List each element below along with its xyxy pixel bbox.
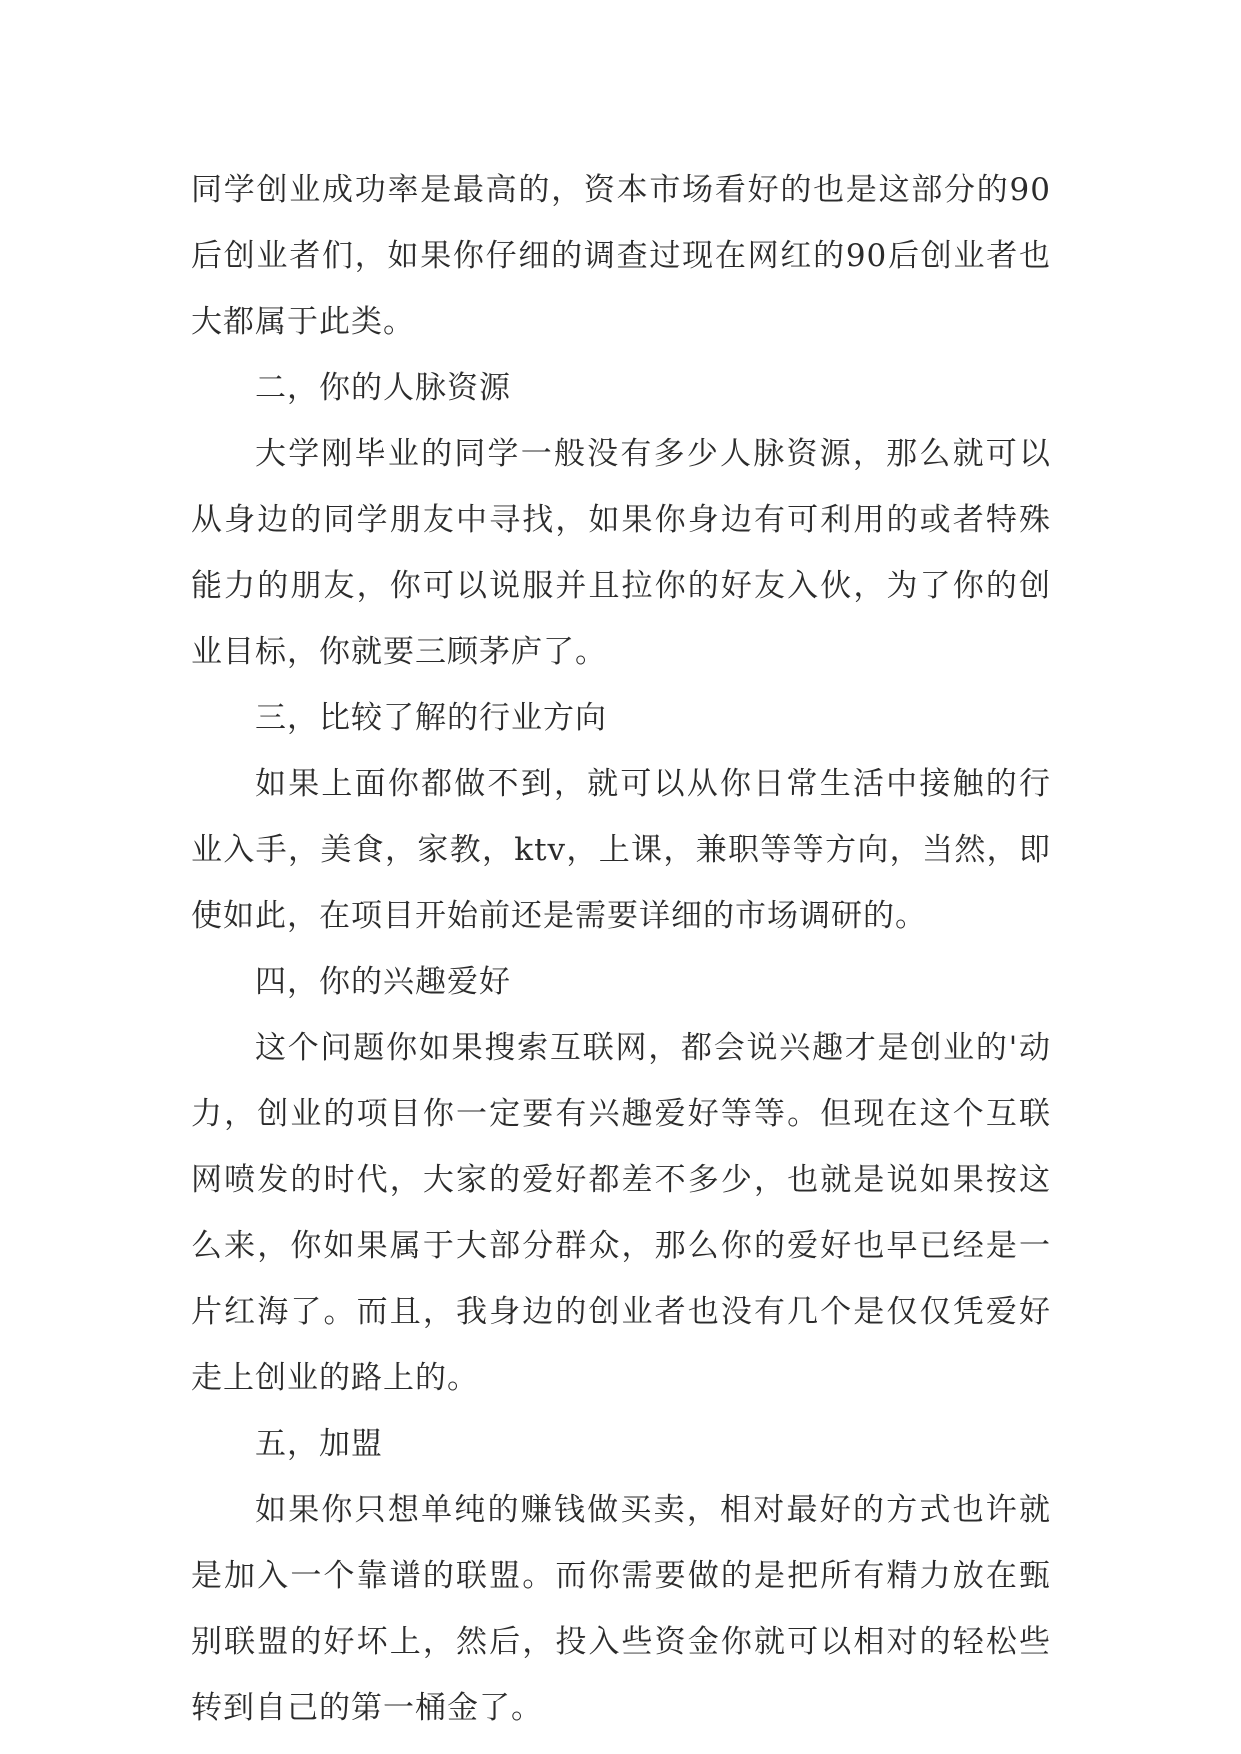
document-body: [191, 157, 1051, 1741]
paragraph-industry: 如果上面你都做不到，就可以从你日常生活中接触的行业入手，美食，家教，ktv，上课，兼职等等方向，当然，即使如此，在项目开始前还是需要详细的市场调研的。: [191, 766, 1051, 934]
paragraph-interests: 这个问题你如果搜索互联网，都会说兴趣才是创业的'动力，创业的项目你一定要有兴趣爱好等等。但现在这个互联网喷发的时代，大家的爱好都差不多少，也就是说如果按这么来，你如果属于大部分群众，那么你的爱好也早已经是一片红海了。而且，我身边的创业者也没有几个是仅仅凭爱好走上创业的路上的。: [191, 1030, 1051, 1396]
section-heading-interests: 四，你的兴趣爱好: [255, 964, 511, 1000]
section-heading-contacts: 二，你的人脉资源: [255, 370, 511, 406]
section-heading-franchise: 五，加盟: [255, 1426, 383, 1462]
section-heading-industry: 三，比较了解的行业方向: [255, 700, 607, 736]
paragraph-franchise: 如果你只想单纯的赚钱做买卖，相对最好的方式也许就是加入一个靠谱的联盟。而你需要做的是把所有精力放在甄别联盟的好坏上，然后，投入些资金你就可以相对的轻松些转到自己的第一桶金了。: [191, 1492, 1051, 1726]
paragraph-continuation: 同学创业成功率是最高的，资本市场看好的也是这部分的90后创业者们，如果你仔细的调查过现在网红的90后创业者也大都属于此类。: [191, 172, 1051, 340]
paragraph-contacts: 大学刚毕业的同学一般没有多少人脉资源，那么就可以从身边的同学朋友中寻找，如果你身边有可利用的或者特殊能力的朋友，你可以说服并且拉你的好友入伙，为了你的创业目标，你就要三顾茅庐了。: [191, 436, 1051, 670]
